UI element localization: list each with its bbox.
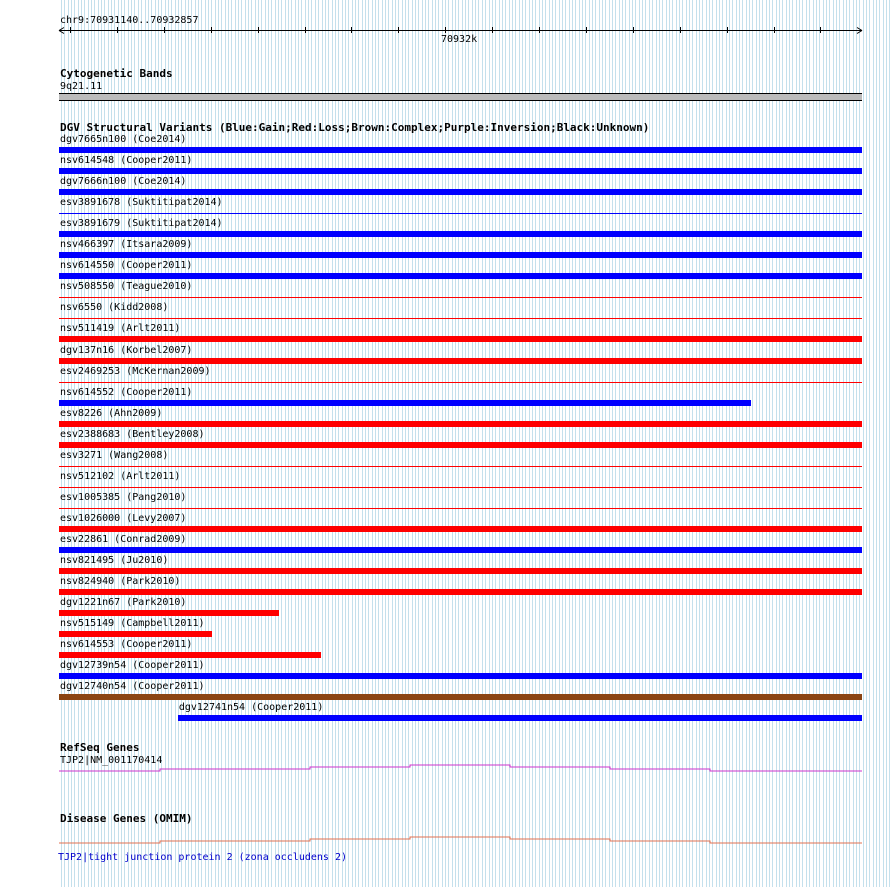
dgv-variant-label[interactable]: dgv7665n100 (Coe2014) xyxy=(60,134,187,145)
dgv-variant-bar[interactable] xyxy=(59,589,862,595)
dgv-variant-bar[interactable] xyxy=(59,189,862,195)
dgv-variant-label[interactable]: dgv12739n54 (Cooper2011) xyxy=(60,660,205,671)
dgv-variant-bar[interactable] xyxy=(59,358,862,364)
dgv-variant-bar[interactable] xyxy=(59,442,862,448)
coordinate-ruler xyxy=(0,0,890,60)
dgv-variant-label[interactable]: esv1026000 (Levy2007) xyxy=(60,513,187,524)
dgv-variant-label[interactable]: nsv466397 (Itsara2009) xyxy=(60,239,193,250)
dgv-variant-label[interactable]: esv8226 (Ahn2009) xyxy=(60,408,163,419)
refseq-track-title: RefSeq Genes xyxy=(60,741,140,754)
dgv-variant-label[interactable]: nsv515149 (Campbell2011) xyxy=(60,618,205,629)
dgv-variant-label[interactable]: nsv824940 (Park2010) xyxy=(60,576,181,587)
dgv-variant-bar[interactable] xyxy=(59,673,862,679)
dgv-variant-label[interactable]: dgv12741n54 (Cooper2011) xyxy=(178,702,324,713)
dgv-variant-bar[interactable] xyxy=(59,273,862,279)
dgv-variant-label[interactable]: dgv12740n54 (Cooper2011) xyxy=(60,681,205,692)
dgv-variant-bar[interactable] xyxy=(59,568,862,574)
dgv-variant-label[interactable]: esv3891679 (Suktitipat2014) xyxy=(60,218,223,229)
dgv-variant-label[interactable]: esv22861 (Conrad2009) xyxy=(60,534,187,545)
ruler-position-label: chr9:70931140..70932857 xyxy=(60,15,199,26)
dgv-variant-label[interactable]: nsv614552 (Cooper2011) xyxy=(60,387,193,398)
dgv-variant-bar[interactable] xyxy=(59,547,862,553)
dgv-variant-bar[interactable] xyxy=(59,694,862,700)
dgv-variant-bar[interactable] xyxy=(59,610,279,616)
dgv-variant-bar[interactable] xyxy=(59,318,862,319)
omim-track-title: Disease Genes (OMIM) xyxy=(60,812,193,825)
dgv-variant-bar[interactable] xyxy=(59,231,862,237)
dgv-variant-label[interactable]: nsv508550 (Teague2010) xyxy=(60,281,193,292)
dgv-variant-bar[interactable] xyxy=(59,526,862,532)
dgv-variant-bar[interactable] xyxy=(178,715,862,721)
dgv-variant-label[interactable]: nsv6550 (Kidd2008) xyxy=(60,302,169,313)
dgv-variant-bar[interactable] xyxy=(59,297,862,298)
dgv-variant-label[interactable]: nsv614550 (Cooper2011) xyxy=(60,260,193,271)
dgv-variant-bar[interactable] xyxy=(59,336,862,342)
dgv-variant-bar[interactable] xyxy=(59,147,862,153)
dgv-variant-bar[interactable] xyxy=(59,487,862,488)
dgv-variant-bar[interactable] xyxy=(59,168,862,174)
dgv-track-title: DGV Structural Variants (Blue:Gain;Red:Loss;Brown:Complex;Purple:Inversion;Black:Unknown) xyxy=(60,121,650,134)
dgv-variant-bar[interactable] xyxy=(59,652,321,658)
dgv-variant-label[interactable]: dgv7666n100 (Coe2014) xyxy=(60,176,187,187)
dgv-variant-label[interactable]: nsv511419 (Arlt2011) xyxy=(60,323,181,334)
dgv-variant-bar[interactable] xyxy=(59,421,862,427)
dgv-variant-bar[interactable] xyxy=(59,631,212,637)
cytoband-bar[interactable] xyxy=(59,93,862,101)
ruler-tick-label: 70932k xyxy=(441,34,478,45)
refseq-gene-label[interactable]: TJP2|NM_001170414 xyxy=(60,755,163,766)
omim-gene-label[interactable]: TJP2|tight junction protein 2 (zona occludens 2) xyxy=(58,852,347,863)
dgv-variant-bar[interactable] xyxy=(59,508,862,509)
dgv-variant-label[interactable]: nsv614548 (Cooper2011) xyxy=(60,155,193,166)
dgv-variant-bar[interactable] xyxy=(59,252,862,258)
dgv-variant-bar[interactable] xyxy=(59,400,751,406)
dgv-variant-label[interactable]: nsv821495 (Ju2010) xyxy=(60,555,169,566)
dgv-variant-label[interactable]: nsv614553 (Cooper2011) xyxy=(60,639,193,650)
cytoband-label: 9q21.11 xyxy=(60,81,103,92)
dgv-variant-label[interactable]: dgv137n16 (Korbel2007) xyxy=(60,345,193,356)
dgv-variant-label[interactable]: esv3271 (Wang2008) xyxy=(60,450,169,461)
dgv-variant-label[interactable]: esv2388683 (Bentley2008) xyxy=(60,429,205,440)
dgv-variant-label[interactable]: dgv1221n67 (Park2010) xyxy=(60,597,187,608)
dgv-variant-bar[interactable] xyxy=(59,213,862,214)
dgv-variant-label[interactable]: esv2469253 (McKernan2009) xyxy=(60,366,211,377)
dgv-variant-bar[interactable] xyxy=(59,466,862,467)
dgv-variant-bar[interactable] xyxy=(59,382,862,383)
dgv-variant-label[interactable]: esv3891678 (Suktitipat2014) xyxy=(60,197,223,208)
cytoband-track-title: Cytogenetic Bands xyxy=(60,67,173,80)
dgv-variant-label[interactable]: nsv512102 (Arlt2011) xyxy=(60,471,181,482)
dgv-variant-label[interactable]: esv1005385 (Pang2010) xyxy=(60,492,187,503)
